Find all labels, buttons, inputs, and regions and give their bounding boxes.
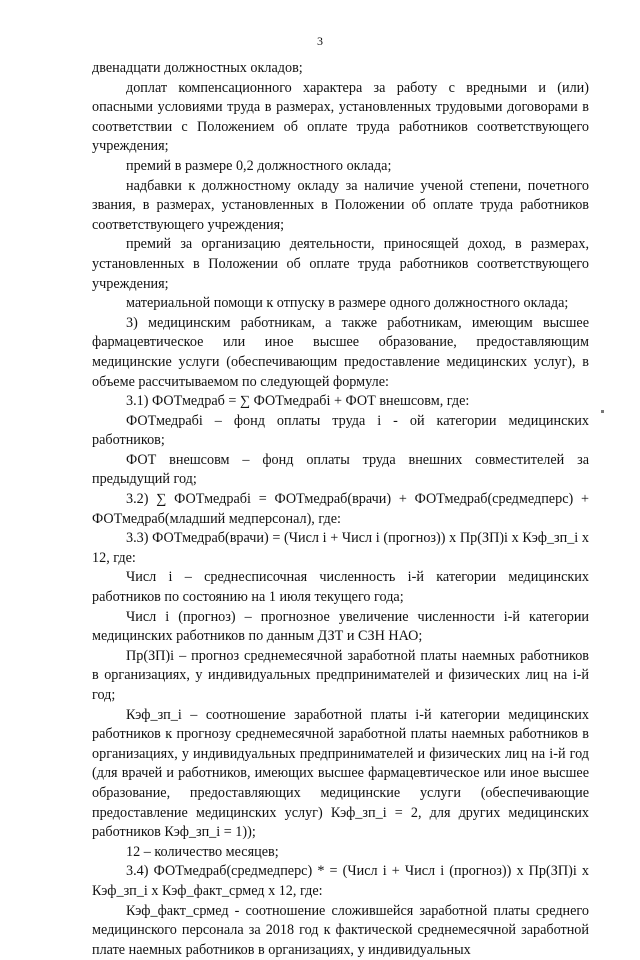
paragraph: 12 – количество месяцев; [126,843,279,860]
paragraph: надбавки к должностному окладу за наличие ученой степени, почетного звания, в размерах, установленных в Положении об оплате труда работников соответствующего учреждения; [92,177,589,233]
formula-paragraph: 3.4) ФОТмедраб(средмедперс) * = (Числ i + Числ i (прогноз)) х Пр(ЗП)i х Кэф_зп_i х Кэф_факт_срмед х 12, где: [92,863,589,899]
paragraph: Числ i – среднесписочная численность i-й категории медицинских работников по состоянию на 1 июля текущего года; [92,569,589,606]
paragraph: Кэф_факт_срмед - соотношение сложившейся заработной платы среднего медицинского персонала за 2018 год к фактической среднемесячной заработной плате наемных работников в организациях, у индивидуальных [92,902,589,958]
paragraph: 3) медицинским работникам, а также работникам, имеющим высшее фармацевтическое или иное высшее образование, предоставляющим медицинские услуги (обеспечивающим предоставление медицинских услуг), в объеме рассчитываемом по следующей формуле: [92,314,589,390]
paragraph: Кэф_зп_i – соотношение заработной платы i-й категории медицинских работников к прогнозу среднемесячной заработной платы наемных работников в организациях, у индивидуальных предпринимателей и физических лиц на i-й год (для врачей и работников, имеющих высшее фармацевтическое или иное высшее образование, предоставляющих медицинские услуги (обеспечивающие предоставление медицинских услуг) Кэф_зп_i = 2, для других медицинских работников Кэф_зп_i = 1)); [92,706,589,841]
scan-mark [601,410,604,413]
paragraph: материальной помощи к отпуску в размере одного должностного оклада; [126,295,569,312]
paragraph: Пр(ЗП)i – прогноз среднемесячной заработной платы наемных работников в организациях, у индивидуальных предпринимателей и физических лиц на i-й год; [92,647,589,703]
formula-paragraph: 3.3) ФОТмедраб(врачи) = (Числ i + Числ i (прогноз)) х Пр(ЗП)i х Кэф_зп_i х 12, где: [92,530,589,566]
paragraph: ФОТмедрабi – фонд оплаты труда i - ой категории медицинских работников; [92,412,589,449]
document-body [92,59,589,960]
paragraph: премий в размере 0,2 должностного оклада; [126,157,392,174]
paragraph: двенадцати должностных окладов; [92,60,303,76]
formula-paragraph: 3.2) ∑ ФОТмедрабi = ФОТмедраб(врачи) + ФОТмедраб(средмедперс) + ФОТмедраб(младший медперсонал), где: [92,491,589,527]
paragraph: доплат компенсационного характера за работу с вредными и (или) опасными условиями труда в размерах, установленных трудовыми договорами в соответствии с Положением об оплате труда работников соответствующего учреждения; [92,79,589,155]
page-number: 3 [317,34,323,48]
paragraph: премий за организацию деятельности, приносящей доход, в размерах, установленных в Положении об оплате труда работников соответствующего учреждения; [92,236,589,292]
paragraph: Числ i (прогноз) – прогнозное увеличение численности i-й категории медицинских работников по данным ДЗТ и СЗН НАО; [92,608,589,645]
formula-paragraph: 3.1) ФОТмедраб = ∑ ФОТмедрабi + ФОТ внешсовм, где: [126,393,470,410]
paragraph: ФОТ внешсовм – фонд оплаты труда внешних совместителей за предыдущий год; [92,451,589,488]
